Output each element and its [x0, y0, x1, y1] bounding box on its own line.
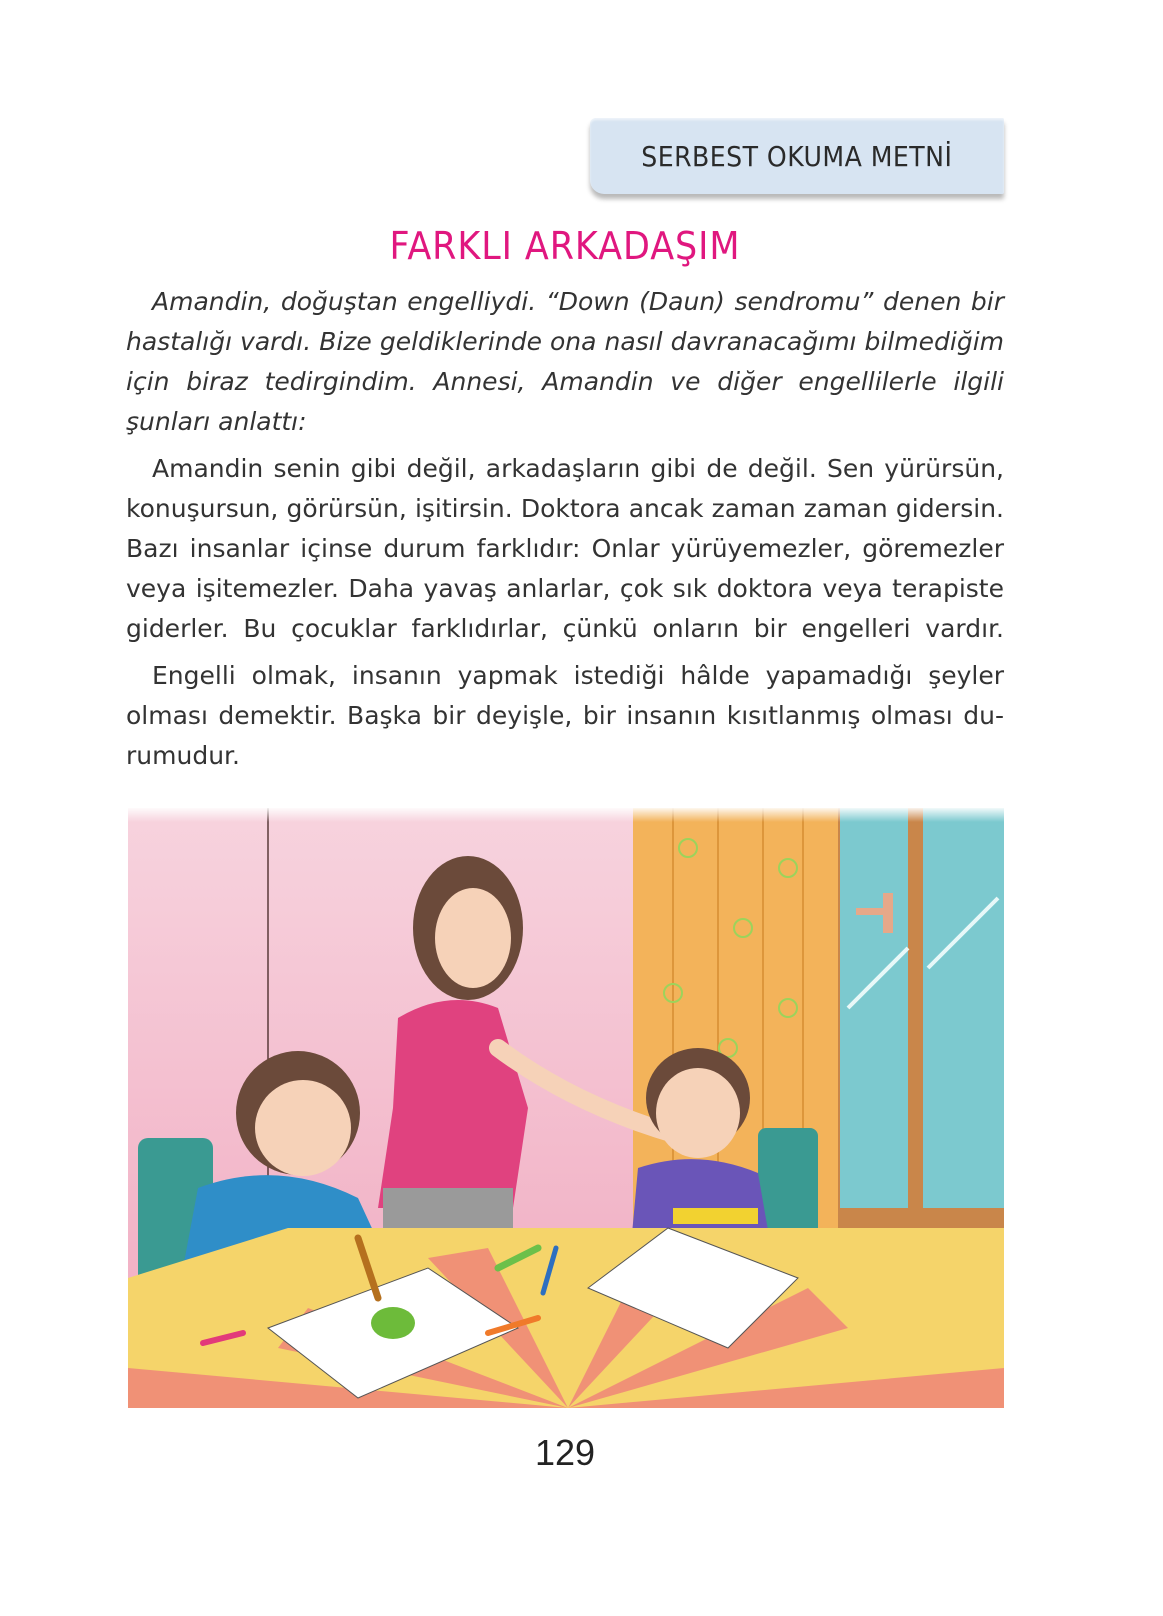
text-line: konuşursun, görürsün, işitirsin. Doktora ancak zaman zaman gidersin.: [126, 494, 1004, 523]
text-line: Engelli olmak, insanın yapmak istediği hâlde yapamadığı şeyler: [152, 661, 1004, 690]
text-line: için biraz tedirgindim. Annesi, Amandin ve diğer engellilerle ilgili: [126, 367, 1004, 396]
text-line: olması demektir. Başka bir deyişle, bir insanın kısıtlanmış olması du-: [126, 701, 1004, 730]
text-line: rumudur.: [126, 741, 240, 770]
story-text: [126, 282, 1004, 783]
text-line: Bazı insanlar içinse durum farklıdır: Onlar yürüyemezler, göremezler: [126, 534, 1004, 563]
story-title: FARKLI ARKADAŞIM: [389, 224, 741, 268]
text-line: şunları anlattı:: [126, 407, 307, 436]
text-line: hastalığı vardı. Bize geldiklerinde ona nasıl davranacağımı bilmediğim: [126, 327, 1004, 356]
story-illustration: [128, 808, 1004, 1408]
page-number: 129: [534, 1432, 596, 1473]
paragraph-1: [126, 282, 1004, 442]
paragraph-2: [126, 449, 1004, 649]
text-line: giderler. Bu çocuklar farklıdırlar, çünkü onların bir engelleri vardır.: [126, 614, 1004, 643]
paragraph-3: [126, 656, 1004, 776]
text-line: veya işitemezler. Daha yavaş anlarlar, çok sık doktora veya terapiste: [126, 574, 1004, 603]
section-badge: [590, 118, 1004, 194]
text-line: Amandin senin gibi değil, arkadaşların gibi de değil. Sen yürürsün,: [152, 454, 1004, 483]
section-badge-label: SERBEST OKUMA METNİ: [641, 139, 953, 173]
text-line: Amandin, doğuştan engelliydi. “Down (Daun) sendromu” denen bir: [152, 287, 1004, 316]
